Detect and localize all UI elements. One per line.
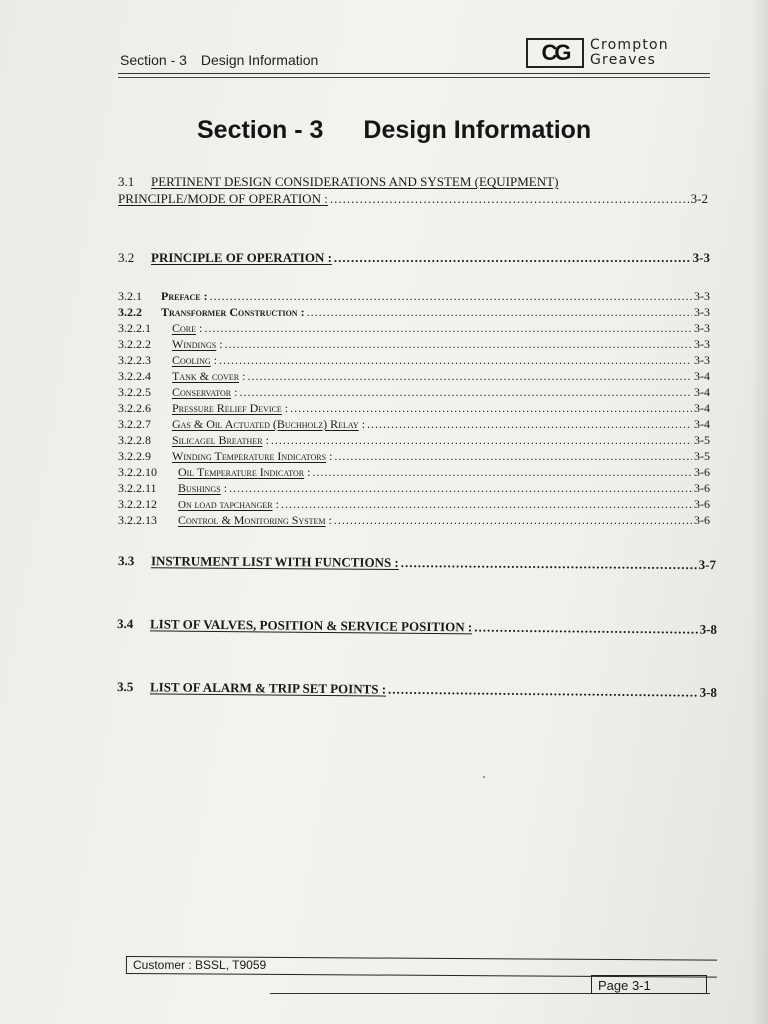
toc-entry-3-2-2-7[interactable]: 3.2.2.7 Gas & Oil Actuated (Buchholz) Relay : ..... 3-4 <box>118 417 710 432</box>
toc-entry-3-3[interactable] <box>118 553 716 573</box>
toc-page: 3-8 <box>699 621 718 637</box>
toc-leader <box>281 497 692 512</box>
toc-leader <box>388 682 698 701</box>
toc-leader <box>271 433 692 448</box>
toc-number: 3.1 <box>118 174 135 189</box>
toc-page: 3-4 <box>694 369 710 383</box>
toc-leader <box>210 289 692 304</box>
toc-leader <box>334 250 691 266</box>
paper-speck <box>483 776 485 778</box>
toc-leader <box>367 417 692 432</box>
toc-number: 3.2.2.11 <box>118 481 157 495</box>
toc-leader <box>225 337 692 352</box>
toc-page: 3-3 <box>694 321 710 335</box>
toc-label: Transformer Construction : <box>161 305 305 319</box>
toc-entry-3-5[interactable] <box>117 679 717 701</box>
toc-entry-3-1-cont[interactable] <box>118 191 708 207</box>
toc-page: 3-3 <box>694 289 710 303</box>
toc-page: 3-6 <box>694 481 710 495</box>
toc-number: 3.2.2.9 <box>118 449 151 463</box>
toc-entry-3-2-2[interactable] <box>118 305 710 320</box>
toc-page: 3-5 <box>694 433 710 447</box>
toc-entry-3-2-2-13[interactable]: 3.2.2.13 Control & Monitoring System : ..... 3-6 <box>118 513 710 528</box>
toc-number: 3.2 <box>118 250 135 265</box>
toc-label: PERTINENT DESIGN CONSIDERATIONS AND SYSTEM (EQUIPMENT) <box>151 174 559 189</box>
toc-leader <box>204 321 692 336</box>
toc-entry-3-2-2-5[interactable]: 3.2.2.5 Conservator : ..... 3-4 <box>118 385 710 400</box>
footer-customer: Customer : BSSL, T9059 <box>133 958 267 972</box>
toc-label: Control & Monitoring System <box>178 513 326 527</box>
toc-leader <box>290 401 692 416</box>
toc-entry-3-4[interactable] <box>117 616 717 638</box>
toc-label: Cooling <box>172 353 211 367</box>
toc-page: 3-6 <box>694 465 710 479</box>
toc-page: 3-7 <box>698 557 717 573</box>
toc-leader <box>219 353 692 368</box>
toc-label: On load tapchanger <box>178 499 273 511</box>
toc-label: LIST OF VALVES, POSITION & SERVICE POSITION : <box>149 616 473 635</box>
toc-leader <box>312 465 692 480</box>
footer-page-number: Page 3-1 <box>591 975 707 994</box>
toc-entry-3-2-2-10[interactable]: 3.2.2.10 Oil Temperature Indicator : ..... 3-6 <box>118 465 710 480</box>
toc-leader <box>334 513 692 528</box>
logo-line-1: Crompton <box>590 37 669 53</box>
toc-label: Silicagel Breather <box>172 433 263 447</box>
header-subtitle: Design Information <box>200 52 319 68</box>
toc-page: 3-8 <box>699 684 718 700</box>
toc-entry-3-2-2-11[interactable]: 3.2.2.11 Bushings : ..... 3-6 <box>118 481 710 496</box>
toc-number: 3.2.2 <box>118 305 142 319</box>
toc-leader <box>474 619 698 637</box>
toc-entry-3-2-2-9[interactable]: 3.2.2.9 Winding Temperature Indicators : ..... 3-5 <box>118 449 710 464</box>
toc-page: 3-4 <box>694 417 710 431</box>
toc-label: Gas & Oil Actuated (Buchholz) Relay <box>172 417 359 431</box>
toc-label: Bushings <box>178 481 221 495</box>
toc-number: 3.2.2.13 <box>118 513 157 527</box>
toc-page: 3-3 <box>694 305 710 319</box>
toc-number: 3.2.2.2 <box>118 337 151 351</box>
toc-number: 3.4 <box>116 616 134 632</box>
title-section: Section - 3 <box>197 116 324 144</box>
toc-number: 3.2.2.8 <box>118 433 151 447</box>
company-logo <box>526 38 669 68</box>
toc-leader <box>229 481 692 496</box>
toc-number: 3.3 <box>117 553 135 569</box>
toc-entry-3-2-2-4[interactable]: 3.2.2.4 Tank & cover : ..... 3-4 <box>118 369 710 384</box>
header-section-label: Section - 3 <box>120 52 187 68</box>
title-text: Design Information <box>363 116 592 144</box>
toc-label: Pressure Relief Device <box>172 401 282 415</box>
toc-number: 3.2.1 <box>118 289 142 303</box>
toc-number: 3.2.2.6 <box>118 401 151 415</box>
page-edge-shadow <box>750 0 768 1024</box>
toc-label: PRINCIPLE/MODE OF OPERATION : <box>118 191 328 206</box>
toc-page: 3-3 <box>694 353 710 367</box>
toc-page: 3-4 <box>694 385 710 399</box>
toc-label: Core <box>172 321 197 335</box>
running-header <box>120 52 318 68</box>
toc-entry-3-2-2-1[interactable]: 3.2.2.1 Core : ..... 3-3 <box>118 321 710 336</box>
toc-number: 3.2.2.3 <box>118 353 151 367</box>
toc-page: 3-4 <box>694 401 710 415</box>
toc-entry-3-2-2-6[interactable]: 3.2.2.6 Pressure Relief Device : ..... 3-4 <box>118 401 710 416</box>
toc-entry-3-2-2-8[interactable]: 3.2.2.8 Silicagel Breather : ..... 3-5 <box>118 433 710 448</box>
cg-logo-mark: CG <box>526 38 584 68</box>
toc-number: 3.5 <box>116 679 134 695</box>
toc-label: INSTRUMENT LIST WITH FUNCTIONS : <box>150 553 399 570</box>
logo-wordmark <box>590 38 669 68</box>
toc-leader <box>307 305 692 320</box>
toc-label: Tank & cover <box>172 369 240 383</box>
toc-entry-3-1[interactable] <box>118 174 710 190</box>
toc-page: 3-5 <box>694 449 710 463</box>
toc-page: 3-2 <box>690 191 708 206</box>
toc-number: 3.2.2.4 <box>118 369 151 383</box>
header-rule-double <box>118 77 710 78</box>
toc-label: Oil Temperature Indicator <box>178 465 305 479</box>
toc-label: Winding Temperature Indicators <box>172 449 327 463</box>
logo-line-2: Greaves <box>590 52 657 68</box>
toc-leader <box>401 555 697 573</box>
toc-page: 3-6 <box>694 513 710 527</box>
toc-entry-3-2-2-12[interactable]: 3.2.2.12 On load tapchanger : ..... 3-6 <box>118 497 710 512</box>
toc-label: PRINCIPLE OF OPERATION : <box>151 250 332 265</box>
toc-label: Conservator <box>172 385 232 399</box>
toc-leader <box>247 369 692 384</box>
toc-label: LIST OF ALARM & TRIP SET POINTS : <box>149 679 387 697</box>
toc-number: 3.2.2.10 <box>118 465 157 479</box>
toc-entry-3-2[interactable] <box>118 250 710 266</box>
toc-label: Windings <box>172 337 217 351</box>
toc-number: 3.2.2.5 <box>118 385 151 399</box>
toc-leader <box>330 191 689 207</box>
header-rule <box>118 73 710 74</box>
toc-number: 3.2.2.7 <box>118 417 151 431</box>
toc-entry-3-2-2-2[interactable]: 3.2.2.2 Windings : ..... 3-3 <box>118 337 710 352</box>
toc-leader <box>239 385 692 400</box>
toc-label: Preface : <box>161 289 208 303</box>
toc-page: 3-3 <box>692 250 710 265</box>
toc-page: 3-3 <box>694 337 710 351</box>
toc-number: 3.2.2.12 <box>118 497 157 511</box>
page-title <box>197 116 591 145</box>
toc-number: 3.2.2.1 <box>118 321 151 335</box>
toc-leader <box>334 449 692 464</box>
toc-entry-3-2-1[interactable] <box>118 289 710 304</box>
toc-page: 3-6 <box>694 497 710 511</box>
toc-entry-3-2-2-3[interactable]: 3.2.2.3 Cooling : ..... 3-3 <box>118 353 710 368</box>
